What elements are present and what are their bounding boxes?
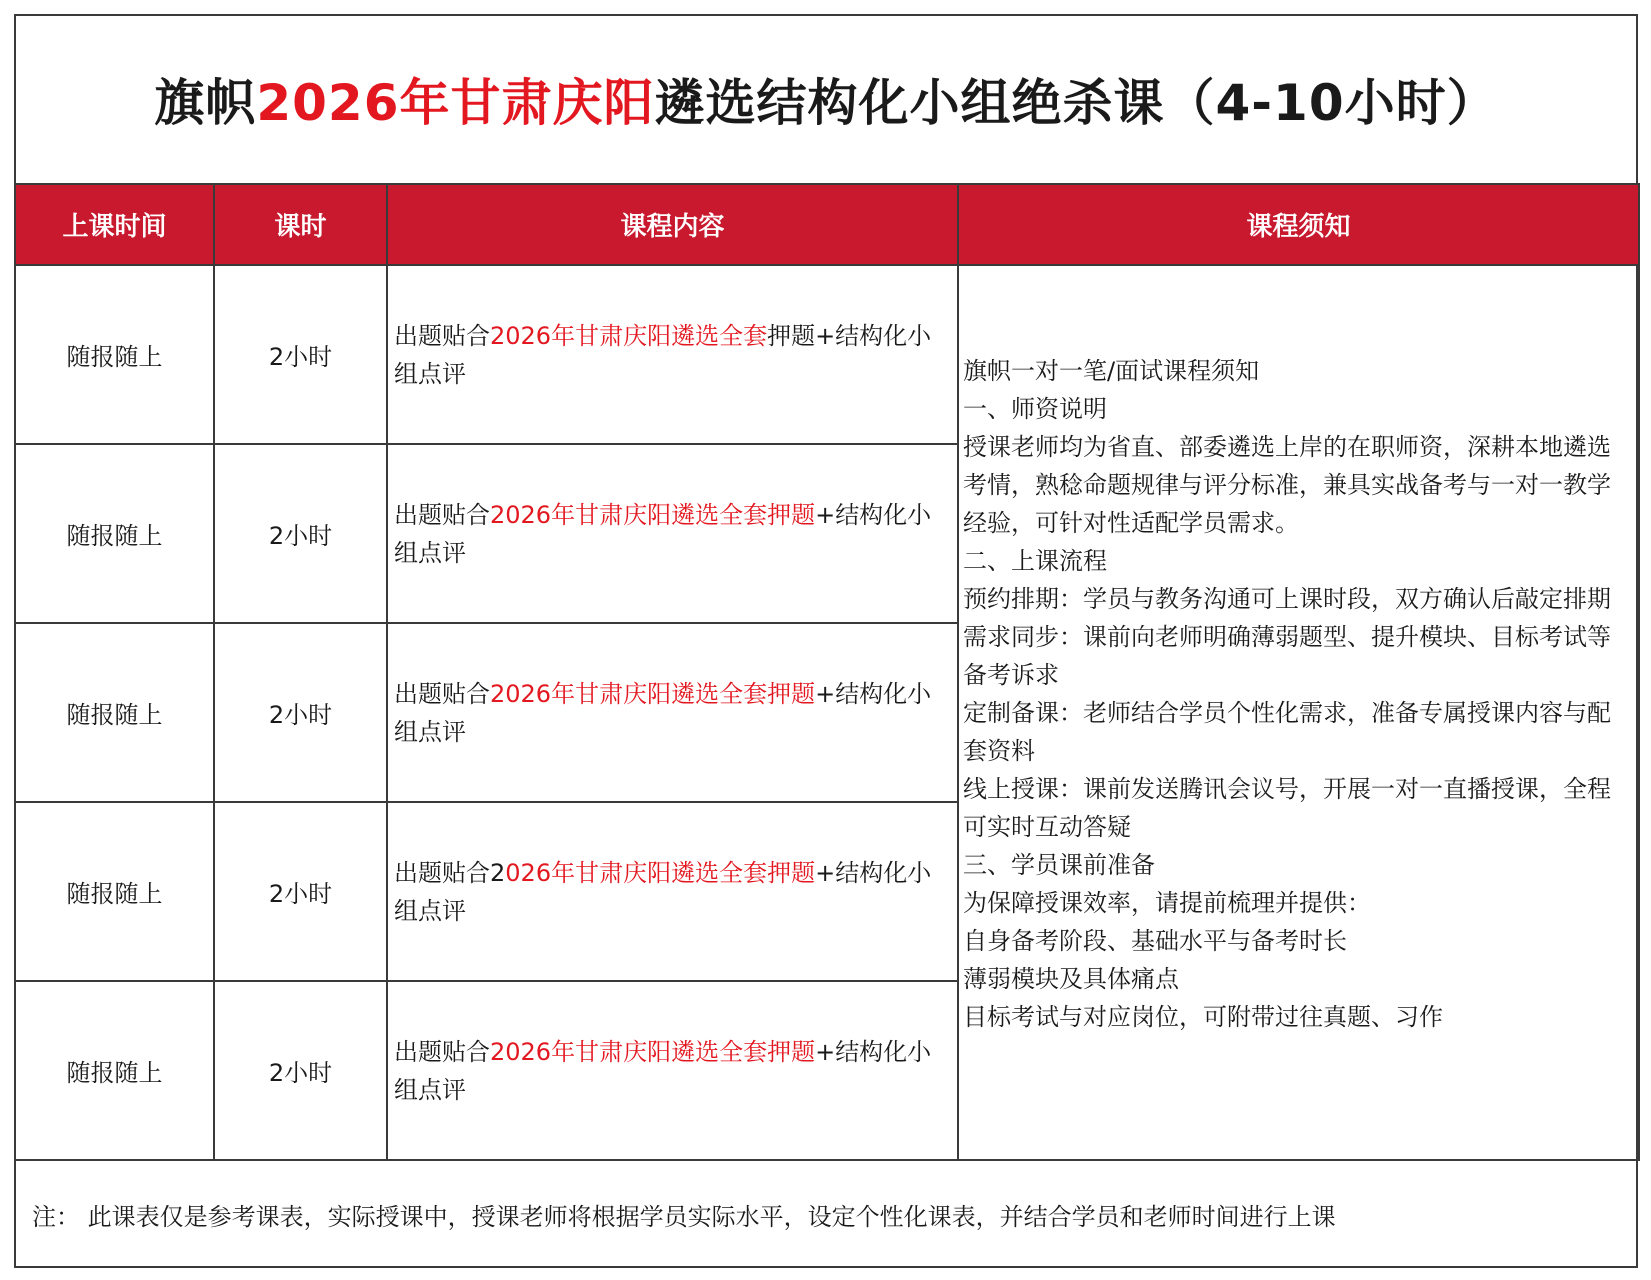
page-title	[14, 14, 1638, 184]
notes-line: 线上授课：课前发送腾讯会议号，开展一对一直播授课，全程可实时互动答疑	[963, 775, 1611, 841]
cell-content	[387, 444, 958, 623]
content-prefix: 出题贴合	[394, 679, 490, 708]
cell-hours: 2小时	[214, 623, 387, 802]
content-prefix: 出题贴合	[394, 321, 490, 350]
cell-time: 随报随上	[15, 802, 214, 981]
notes-line: 自身备考阶段、基础水平与备考时长	[963, 927, 1347, 955]
footer-note: 注： 此课表仅是参考课表，实际授课中，授课老师将根据学员实际水平，设定个性化课表，并结合学员和老师时间进行上课	[32, 1202, 1336, 1231]
notes-section-title: 一、师资说明	[963, 395, 1107, 423]
header-content: 课程内容	[387, 184, 958, 265]
content-highlight: 2026年甘肃庆阳遴选全套	[490, 321, 768, 350]
cell-hours: 2小时	[214, 981, 387, 1160]
cell-hours: 2小时	[214, 444, 387, 623]
content-highlight: 2026年甘肃庆阳遴选全套押题	[490, 679, 816, 708]
title-part2-highlight: 2026年甘肃庆阳	[256, 74, 655, 132]
content-suffix: 押题+结构化小组点评	[394, 321, 932, 388]
notes-line: 目标考试与对应岗位，可附带过往真题、习作	[963, 1003, 1443, 1031]
cell-hours: 2小时	[214, 802, 387, 981]
content-suffix: +结构化小组点评	[394, 500, 932, 567]
content-suffix: +结构化小组点评	[394, 858, 932, 925]
content-highlight: 026年甘肃庆阳遴选全套押题	[505, 858, 816, 887]
notes-section-title: 三、学员课前准备	[963, 851, 1155, 879]
course-notes	[958, 265, 1639, 1160]
notes-line: 授课老师均为省直、部委遴选上岸的在职师资，深耕本地遴选考情，熟稔命题规律与评分标准，兼具实战备考与一对一教学经验，可针对性适配学员需求。	[963, 433, 1611, 537]
cell-content	[387, 981, 958, 1160]
table-row	[15, 265, 1639, 444]
cell-time: 随报随上	[15, 623, 214, 802]
table-header-row	[15, 184, 1639, 265]
notes-line: 需求同步：课前向老师明确薄弱题型、提升模块、目标考试等备考诉求	[963, 623, 1611, 689]
content-suffix: +结构化小组点评	[394, 1037, 932, 1104]
cell-time: 随报随上	[15, 444, 214, 623]
notes-line: 预约排期：学员与教务沟通可上课时段，双方确认后敲定排期	[963, 585, 1611, 613]
cell-time: 随报随上	[15, 981, 214, 1160]
content-suffix: +结构化小组点评	[394, 679, 932, 746]
content-prefix: 出题贴合	[394, 1037, 490, 1066]
header-notes: 课程须知	[958, 184, 1639, 265]
cell-hours: 2小时	[214, 265, 387, 444]
cell-content	[387, 802, 958, 981]
notes-heading: 旗帜一对一笔/面试课程须知	[963, 357, 1260, 385]
content-highlight: 2026年甘肃庆阳遴选全套押题	[490, 500, 816, 529]
header-time: 上课时间	[15, 184, 214, 265]
cell-content	[387, 623, 958, 802]
cell-time: 随报随上	[15, 265, 214, 444]
notes-line: 薄弱模块及具体痛点	[963, 965, 1179, 993]
title-part3: 遴选结构化小组绝杀课（4-10小时）	[654, 74, 1498, 132]
notes-line: 为保障授课效率，请提前梳理并提供：	[963, 889, 1371, 917]
header-hours: 课时	[214, 184, 387, 265]
content-prefix: 出题贴合	[394, 500, 490, 529]
content-highlight: 2026年甘肃庆阳遴选全套押题	[490, 1037, 816, 1066]
title-part1: 旗帜	[154, 74, 257, 132]
cell-content	[387, 265, 958, 444]
notes-line: 定制备课：老师结合学员个性化需求，准备专属授课内容与配套资料	[963, 699, 1611, 765]
notes-section-title: 二、上课流程	[963, 547, 1107, 575]
schedule-table	[14, 183, 1640, 1161]
content-prefix: 出题贴合2	[394, 858, 506, 887]
